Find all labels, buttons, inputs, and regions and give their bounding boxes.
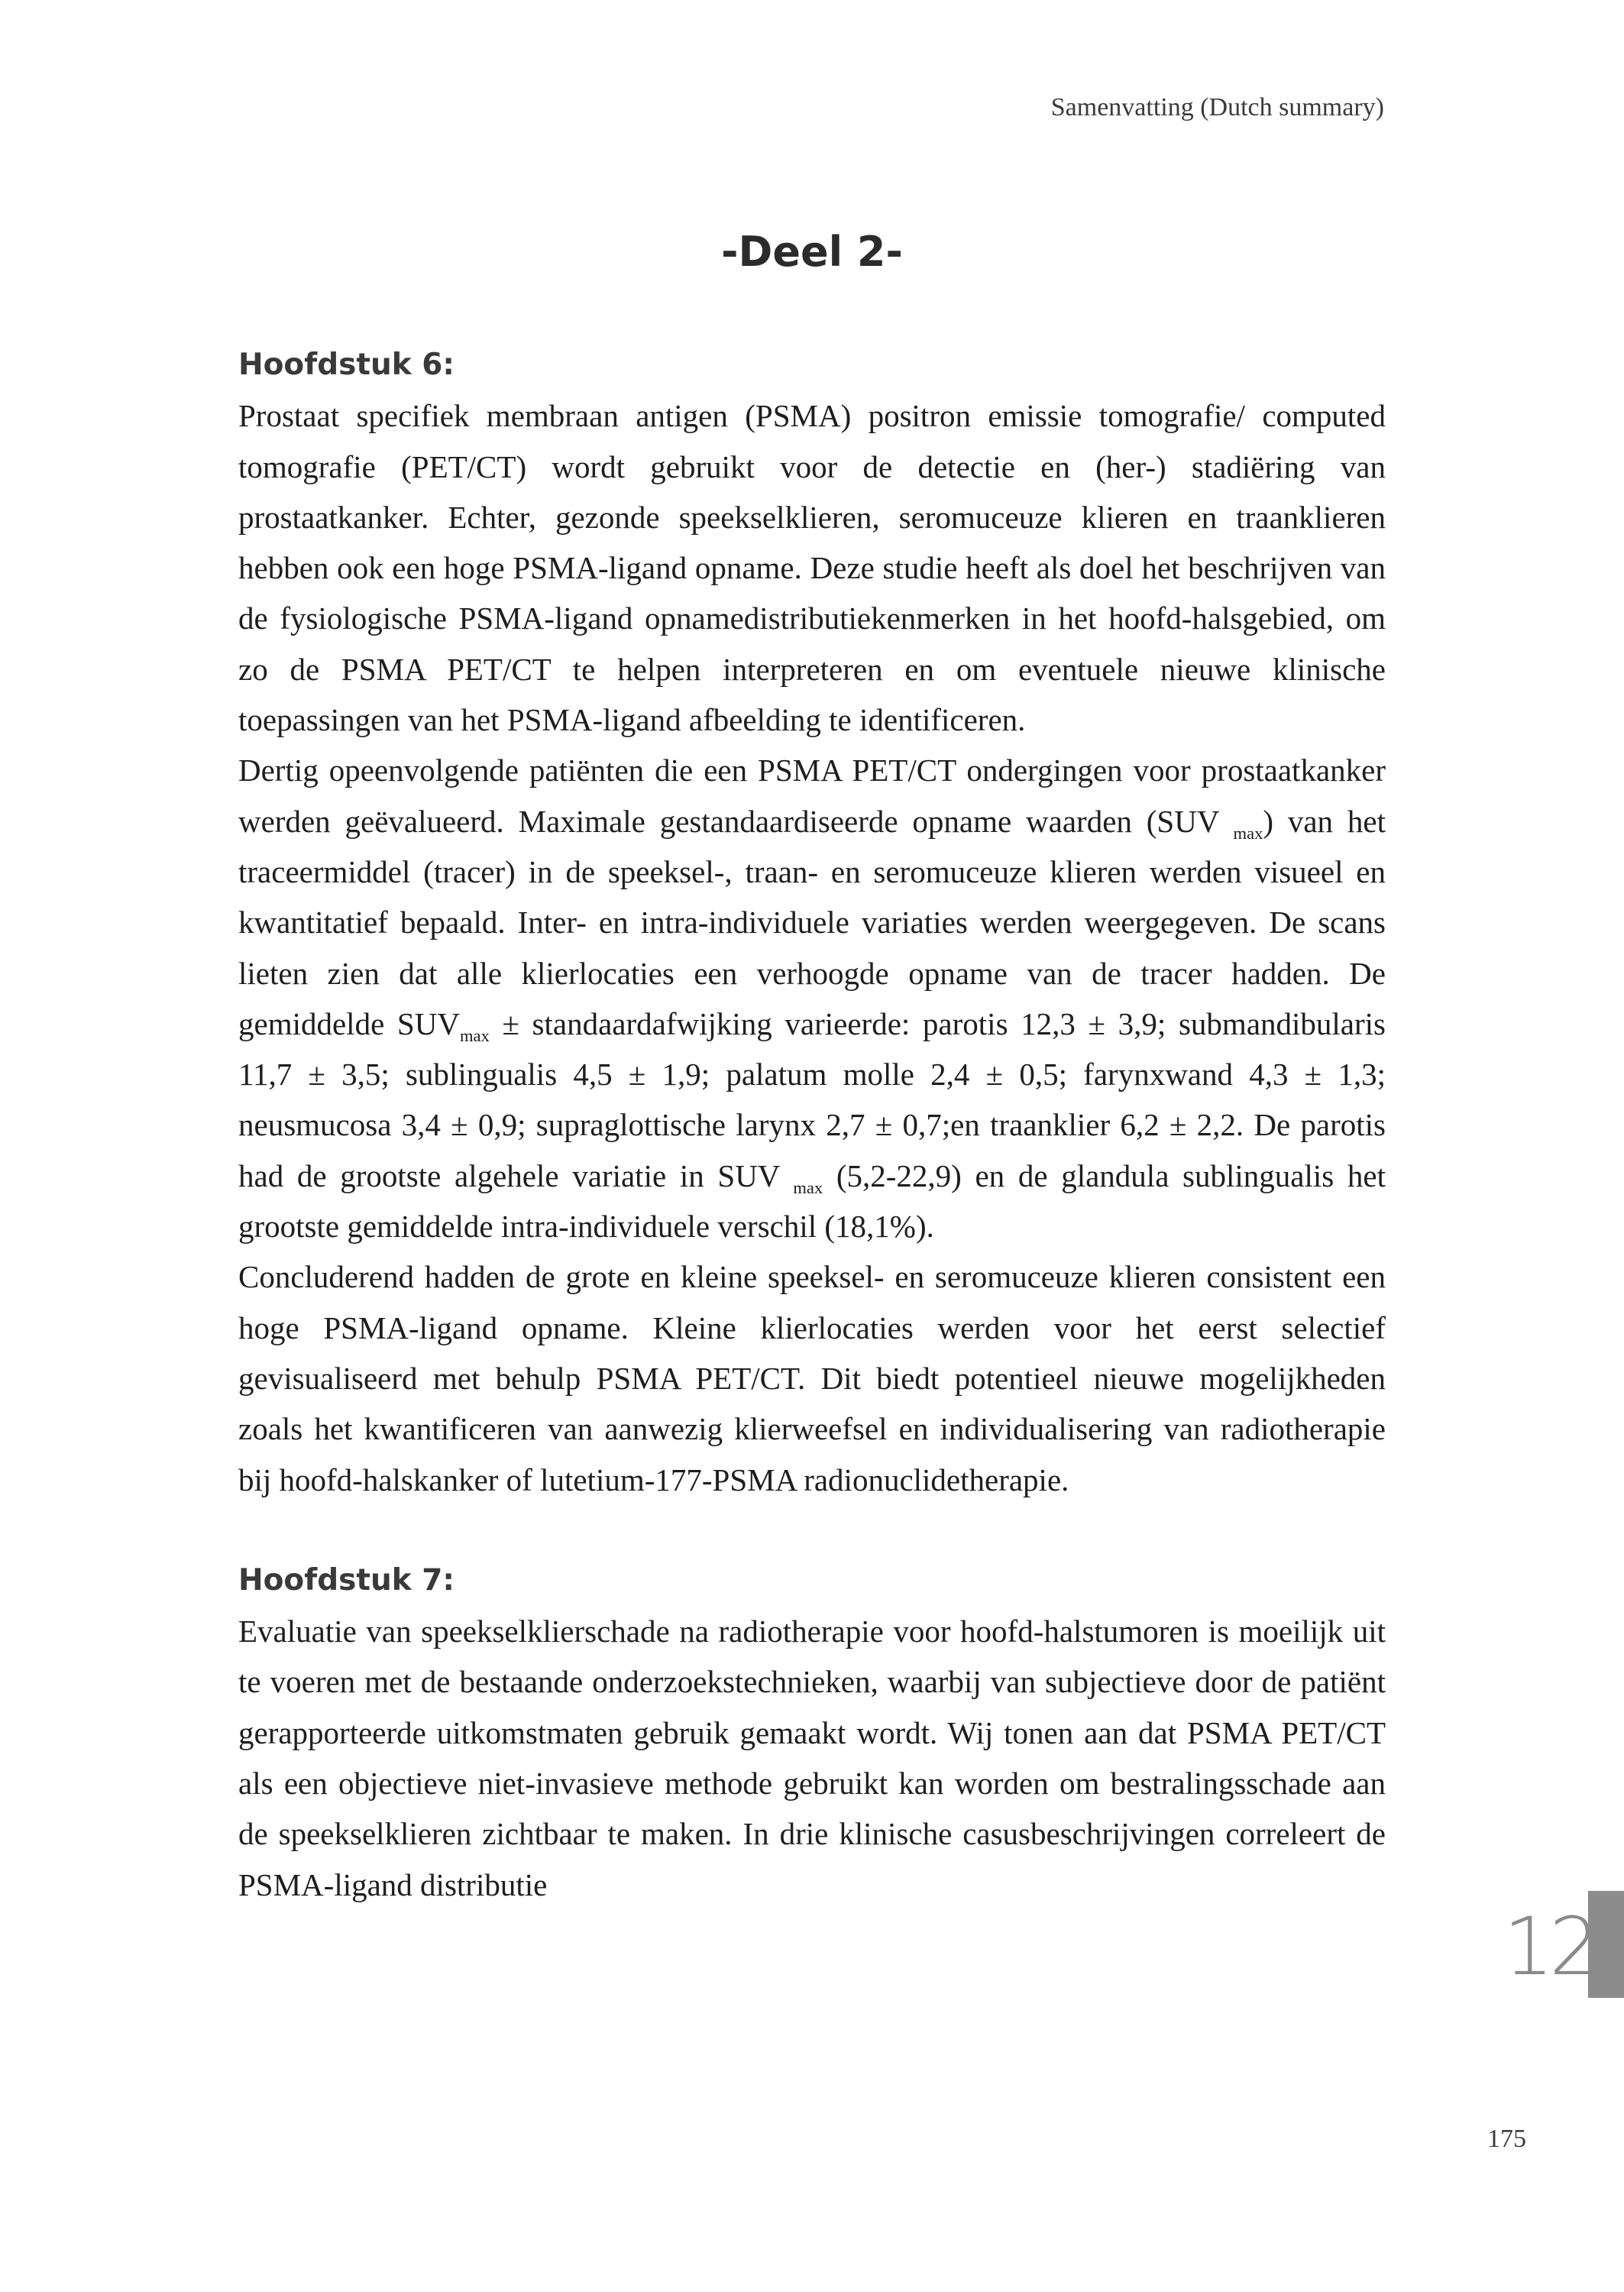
text-run: ± standaardafwijking varieerde: parotis 12,3 ± 3,9; submandibularis 11,7 ± 3,5; sublingualis 4,5 ± 1,9; palatum molle 2,4 ± 0,5; farynxwand 4,3 ± 1,3; neusmucosa 3,4 ± 0,9; supraglottische larynx 2,7 ± 0,7;en traanklier 6,2 ± 2,2. De parotis had de grootste algehele variatie in SUV [238,1005,1386,1193]
text-run: Dertig opeenvolgende patiënten die een PSMA PET/CT ondergingen voor prostaatkanker werden geëvalueerd. Maximale gestandaardiseerde opname waarden (SUV [238,753,1386,839]
subscript-max: max [1233,824,1263,843]
chapter-6-paragraph-1: Prostaat specifiek membraan antigen (PSMA) positron emissie tomografie/ computed tomografie (PET/CT) wordt gebruikt voor de detectie en (her-) stadiëring van prostaatkanker. Echter, gezonde speekselklieren, seromuceuze klieren en traanklieren hebben ook een hoge PSMA-ligand opname. Deze studie heeft als doel het beschrijven van de fysiologische PSMA-ligand opnamedistributiekenmerken in het hoofd-halsgebied, om zo de PSMA PET/CT te helpen interpreteren en om eventuele nieuwe klinische toepassingen van het PSMA-ligand afbeelding te identificeren. [238,398,1386,738]
text-run: ) van het traceermiddel (tracer) in de speeksel-, traan- en seromuceuze klieren werden visueel en kwantitatief bepaald. Inter- en intra-individuele variaties werden weergegeven. De scans lieten zien dat alle klierlocaties een verhoogde opname van de tracer hadden. De gemiddelde SUV [238,803,1386,1041]
running-header: Samenvatting (Dutch summary) [1050,93,1384,121]
chapter-7-paragraph-1: Evaluatie van speekselklierschade na radiotherapie voor hoofd-halstumoren is moeilijk uit te voeren met de bestaande onderzoekstechnieken, waarbij van subjectieve door de patiënt gerapporteerde uitkomstmaten gebruik gemaakt wordt. Wij tonen aan dat PSMA PET/CT als een objectieve niet-invasieve methode gebruikt kan worden om bestralingsschade aan de speekselklieren zichtbaar te maken. In drie klinische casusbeschrijvingen correleert de PSMA-ligand distributie [238,1614,1386,1902]
chapter-6-heading: Hoofdstuk 6: [238,348,455,382]
chapter-number: 12 [1503,1900,1596,1993]
chapter-7-heading: Hoofdstuk 7: [238,1562,455,1598]
text-run: (5,2-22,9) en de glandula sublingualis het grootste gemiddelde intra-individuele verschil (18,1%). [238,1157,1386,1245]
section-spacer [238,1505,1386,1556]
subscript-max: max [459,1026,490,1046]
chapter-6-paragraph-2 [238,745,1386,1251]
page-number: 175 [1487,2125,1526,2153]
subscript-max: max [793,1178,823,1198]
main-content [238,340,1386,1910]
chapter-7-section [238,1556,1386,1910]
chapter-6-section [238,340,1386,1505]
chapter-6-paragraph-3: Concluderend hadden de grote en kleine speeksel- en seromuceuze klieren consistent een hoge PSMA-ligand opname. Kleine klierlocaties werden voor het eerst selectief gevisualiseerd met behulp PSMA PET/CT. Dit biedt potentieel nieuwe mogelijkheden zoals het kwantificeren van aanwezig klierweefsel en individualisering van radiotherapie bij hoofd-halskanker of lutetium-177-PSMA radionuclidetherapie. [238,1259,1386,1497]
part-title: -Deel 2- [721,228,903,276]
